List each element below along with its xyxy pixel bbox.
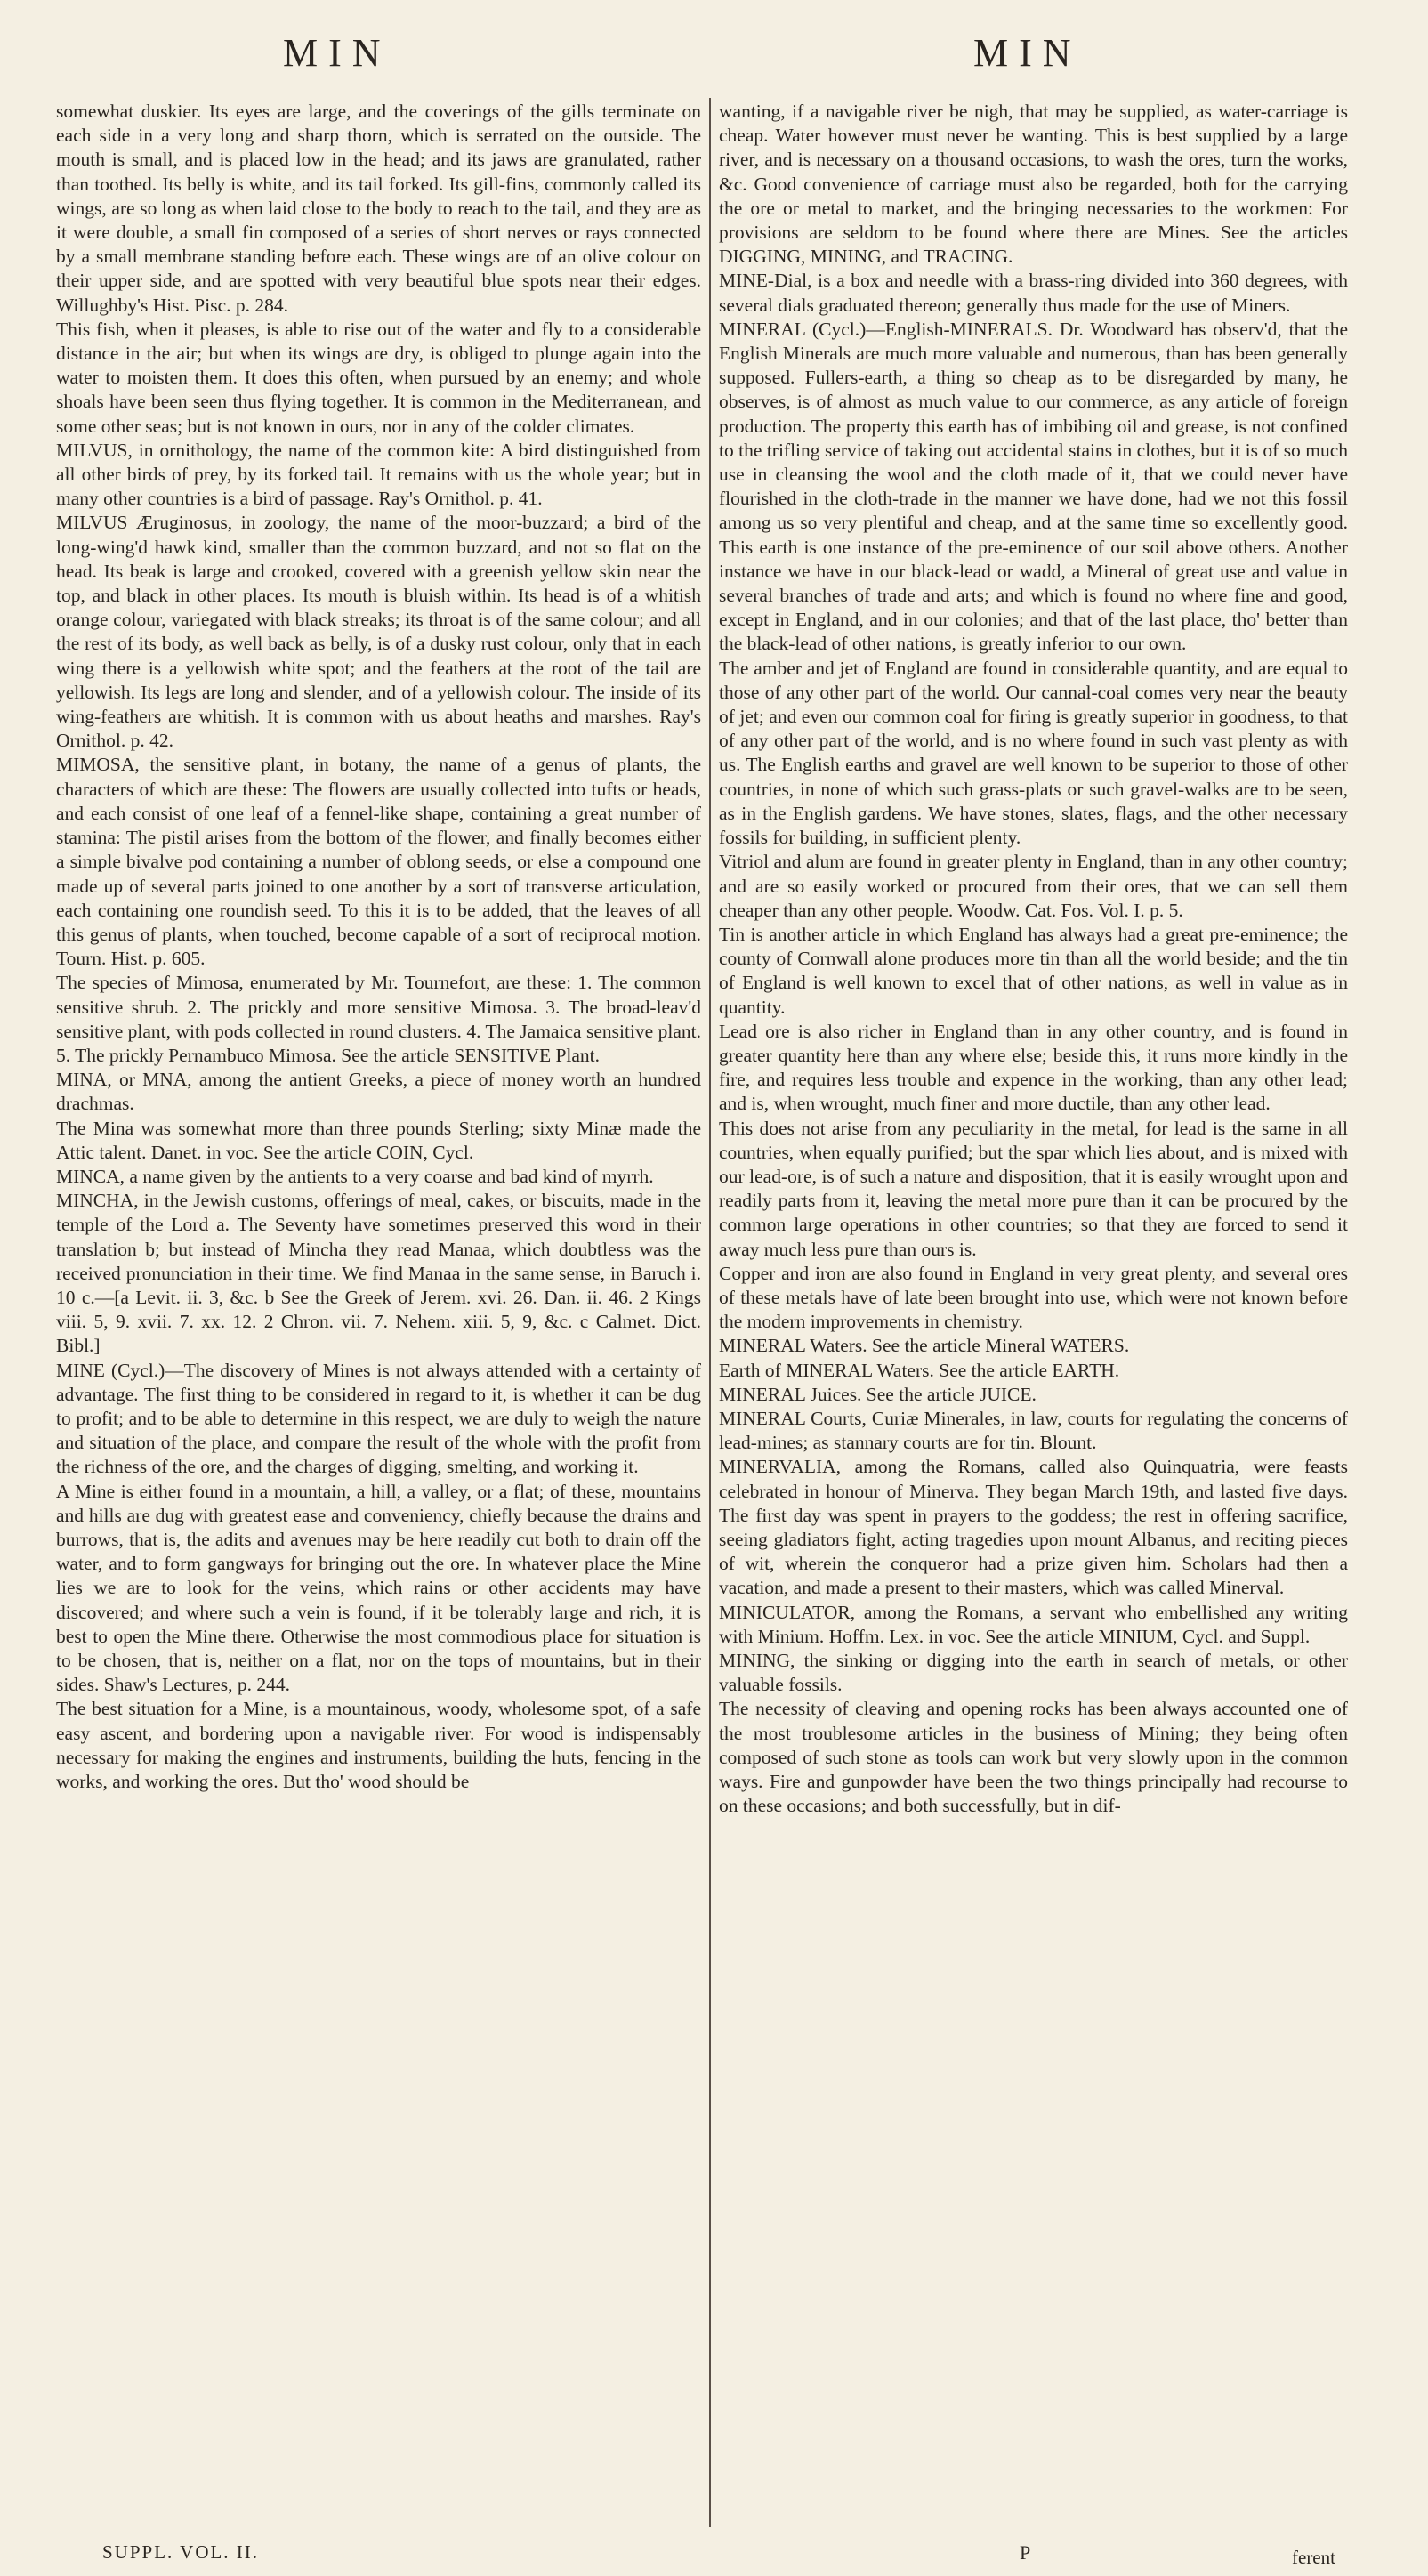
- entry-mine: MINE (Cycl.)—The discovery of Mines is not always attended with a certainty of advantage. The first thing to be considered in regard to it, is whether it can be dug to profit; and to be able to determine in this respect, we are duly to weigh the nature and situation of the place, and compare the result of the whole with the profit from the richness of the ore, and the charges of digging, smelting, and working it.: [56, 1359, 701, 1478]
- entry-paragraph: This does not arise from any peculiarity in the metal, for lead is the same in all countries, when equally purified; but the spar which lies about, and is mixed with our lead-ore, is of such a nature and disposition, that it is easily wrought upon and readily parts from it, leaving the metal more pure than it can be procured by the common large operations in other countries; so that they are forced to send it away much less pure than ours is.: [719, 1117, 1348, 1260]
- entry-mina: MINA, or MNA, among the antient Greeks, a piece of money worth an hundred drachmas.: [56, 1069, 701, 1115]
- entry-paragraph: Tin is another article in which England has always had a great pre-eminence; the county of Cornwall alone produces more tin than all the world beside; and the tin of England is well known to excel that of other nations, as well in value as in quantity.: [719, 923, 1348, 1018]
- entry-paragraph: The necessity of cleaving and opening rocks has been always accounted one of the most troublesome articles in the business of Mining; they being often composed of such stone as tools can work but very slowly upon in the common ways. Fire and gunpowder have been the two things principally had recourse to on these occasions; and both successfully, but in dif-: [719, 1698, 1348, 1817]
- entry-mincha: MINCHA, in the Jewish customs, offerings of meal, cakes, or biscuits, made in the temple of the Lord a. The Seventy have sometimes preserved this word in their translation b; but instead of Mincha they read Manaa, which doubtless was the received pronunciation in their time. We find Manaa in the same sense, in Baruch i. 10 c.—[a Levit. ii. 3, &c. b See the Greek of Jerem. xvi. 26. Dan. ii. 46. 2 Kings viii. 5, 9. xvii. 7. xx. 12. 2 Chron. vii. 7. Nehem. xiii. 5, 9, &c. c Calmet. Dict. Bibl.]: [56, 1190, 701, 1357]
- volume-signature: SUPPL. VOL. II.: [102, 2541, 260, 2563]
- entry-paragraph: somewhat duskier. Its eyes are large, and the coverings of the gills terminate on each side in a very long and sharp thorn, which is serrated on the outside. The mouth is small, and is placed low in the head; and its jaws are granulated, rather than toothed. Its belly is white, and its tail forked. Its gill-fins, commonly called its wings, are so long as when laid close to the body to reach to the tail, and they are as it were double, a small fin composed of a series of short nerves or rays connected by a small membrane standing before each. These wings are of an olive colour on their upper side, and are spotted with very beautiful blue spots near their edges. Willughby's Hist. Pisc. p. 284.: [56, 101, 701, 316]
- entry-earth-mineral-waters: Earth of MINERAL Waters. See the article EARTH.: [719, 1359, 1120, 1381]
- entry-mineral: MINERAL (Cycl.)—English-MINERALS. Dr. Woodward has observ'd, that the English Minerals are much more valuable and numerous, than has been generally supposed. Fullers-earth, a thing so cheap as to be disregarded by many, he observes, is of almost as much value to our commerce, as any article of foreign production. The property this earth has of imbibing oil and grease, is not confined to the trifling service of taking out accidental stains in clothes, but it is of so much use in cleansing the wool and the cloth made of it, that we could never have flourished in the cloth-trade in the manner we have done, had we not this fossil among us so very plentiful and cheap, and at the same time so excellently good. This earth is one instance of the pre-eminence of our soil above others. Another instance we have in our black-lead or wadd, a Mineral of great use and value in several branches of trade and arts; and which is found no where fine and good, except in England, and in our colonies; and that of the last place, tho' better than the black-lead of other nations, is greatly inferior to our own.: [719, 318, 1348, 655]
- entry-mineral-courts: MINERAL Courts, Curiæ Minerales, in law, courts for regulating the concerns of lead-mines; as stannary courts are for tin. Blount.: [719, 1407, 1348, 1454]
- entry-paragraph: The Mina was somewhat more than three pounds Sterling; sixty Minæ made the Attic talent. Danet. in voc. See the article COIN, Cycl.: [56, 1117, 701, 1163]
- entry-paragraph: Vitriol and alum are found in greater plenty in England, than in any other country; and are so easily worked or procured from their ores, that we can sell them cheaper than any other people. Woodw. Cat. Fos. Vol. I. p. 5.: [719, 851, 1348, 921]
- entry-miniculator: MINICULATOR, among the Romans, a servant who embellished any writing with Minium. Hoffm. Lex. in voc. See the article MINIUM, Cycl. and Suppl.: [719, 1601, 1348, 1647]
- entry-paragraph: Lead ore is also richer in England than in any other country, and is found in greater quantity here than any where else; beside this, it runs more kindly in the fire, and requires less trouble and expence in the working, than any other lead; and is, when wrought, much finer and more ductile, than any other lead.: [719, 1020, 1348, 1115]
- entry-paragraph: A Mine is either found in a mountain, a hill, a valley, or a flat; of these, mountains and hills are dug with greatest ease and conveniency, chiefly because the drains and burrows, that is, the adits and avenues may be here readily cut both to drain off the water, and to form gangways for bringing out the ore. In whatever place the Mine lies we are to look for the veins, which rains or other accidents may have discovered; and where such a vein is found, if it be tolerably large and rich, it is best to open the Mine there. Otherwise the most commodious place for situation is to be chosen, that is, neither on a flat, nor on the tops of mountains, but in their sides. Shaw's Lectures, p. 244.: [56, 1480, 701, 1696]
- running-head-right: MIN: [973, 31, 1082, 75]
- sheet-mark: P: [1020, 2541, 1031, 2564]
- entry-mine-dial: MINE-Dial, is a box and needle with a brass-ring divided into 360 degrees, with several dials graduated thereon; generally thus made for the use of Miners.: [719, 270, 1348, 316]
- running-head-left: MIN: [283, 31, 391, 75]
- left-column: [56, 100, 701, 2529]
- entry-milvus-aeruginosus: MILVUS Æruginosus, in zoology, the name of the moor-buzzard; a bird of the long-wing'd hawk kind, smaller than the common buzzard, and not so flat on the head. Its beak is large and crooked, covered with a greenish yellow skin near the top, and black in other places. Its mouth is bluish within. Its head is of a whitish orange colour, variegated with black streaks; its throat is of the same colour; and all the rest of its body, as well back as belly, is of a dusky rust colour, only that in each wing there is a yellowish white spot; and the feathers at the root of the tail are yellowish. Its legs are long and slender, and of a yellowish colour. The inside of its wing-feathers are whitish. It is common with us about heaths and marshes. Ray's Ornithol. p. 42.: [56, 512, 701, 752]
- entry-minca: MINCA, a name given by the antients to a very coarse and bad kind of myrrh.: [56, 1165, 654, 1187]
- catchword: ferent: [1292, 2547, 1335, 2568]
- entry-mining: MINING, the sinking or digging into the earth in search of metals, or other valuable fossils.: [719, 1650, 1348, 1696]
- entry-paragraph: Copper and iron are also found in England in very great plenty, and several ores of these metals have of late been brought into use, which were not known before the modern improvements in chemistry.: [719, 1262, 1348, 1333]
- entry-paragraph: This fish, when it pleases, is able to rise out of the water and fly to a considerable distance in the air; but when its wings are dry, is obliged to plunge again into the water to moisten them. It does this often, when pursued by an enemy; and whole shoals have been seen thus flying together. It is common in the Mediterranean, and some other seas; but is not known in ours, nor in any of the colder climates.: [56, 318, 701, 437]
- entry-paragraph: The amber and jet of England are found in considerable quantity, and are equal to those of any other part of the world. Our cannal-coal comes very near the beauty of jet; and even our common coal for firing is greatly superior in goodness, to that of any other part of the world, and is no where found in such vast plenty as with us. The English earths and gravel are well known to be superior to those of other countries, in none of which such grass-plats or such gravel-walks are to be seen, as in the English gardens. We have stones, slates, flags, and the other necessary fossils for building, in sufficient plenty.: [719, 657, 1348, 849]
- entry-milvus: MILVUS, in ornithology, the name of the common kite: A bird distinguished from all other birds of prey, by its forked tail. It remains with us the whole year; but in many other countries is a bird of passage. Ray's Ornithol. p. 41.: [56, 439, 701, 510]
- entry-mineral-waters: MINERAL Waters. See the article Mineral WATERS.: [719, 1335, 1130, 1357]
- entry-paragraph: The species of Mimosa, enumerated by Mr. Tournefort, are these: 1. The common sensitive shrub. 2. The prickly and more sensitive Mimosa. 3. The broad-leav'd sensitive plant, with pods collected in round clusters. 4. The Jamaica sensitive plant. 5. The prickly Pernambuco Mimosa. See the article SENSITIVE Plant.: [56, 972, 701, 1066]
- column-divider: [709, 98, 711, 2527]
- entry-paragraph: The best situation for a Mine, is a mountainous, woody, wholesome spot, of a safe easy ascent, and bordering upon a navigable river. For wood is indispensably necessary for making the engines and instruments, building the huts, fencing in the works, and working the ores. But tho' wood should be: [56, 1698, 701, 1793]
- entry-mimosa: MIMOSA, the sensitive plant, in botany, the name of a genus of plants, the characters of which are these: The flowers are usually collected into tufts or heads, and each consist of one leaf of a fennel-like shape, containing a great number of stamina: The pistil arises from the bottom of the flower, and finally becomes either a simple bivalve pod containing a number of oblong seeds, or else a compound one made up of several parts joined to one another by a sort of transverse articulation, each containing one roundish seed. To this it is to be added, that the leaves of all this genus of plants, when touched, become capable of a sort of reciprocal motion. Tourn. Hist. p. 605.: [56, 754, 701, 970]
- right-column: [719, 100, 1348, 2529]
- entry-minervalia: MINERVALIA, among the Romans, called also Quinquatria, were feasts celebrated in honour of Minerva. They began March 19th, and lasted five days. The first day was spent in prayers to the goddess; the rest in offering sacrifice, seeing gladiators fight, acting tragedies upon mount Albanus, and reciting pieces of wit, wherein the conqueror had a prize given him. Scholars had then a vacation, and made a present to their masters, which was called Minerval.: [719, 1456, 1348, 1599]
- entry-mineral-juices: MINERAL Juices. See the article JUICE.: [719, 1383, 1037, 1405]
- entry-paragraph: wanting, if a navigable river be nigh, that may be supplied, as water-carriage is cheap. Water however must never be wanting. This is best supplied by a large river, and is necessary on a thousand occasions, to wash the ores, turn the works, &c. Good convenience of carriage must also be regarded, both for the carrying the ore or metal to market, and the bringing necessaries to the workmen: For provisions are seldom to be found where there are Mines. See the articles DIGGING, MINING, and TRACING.: [719, 101, 1348, 268]
